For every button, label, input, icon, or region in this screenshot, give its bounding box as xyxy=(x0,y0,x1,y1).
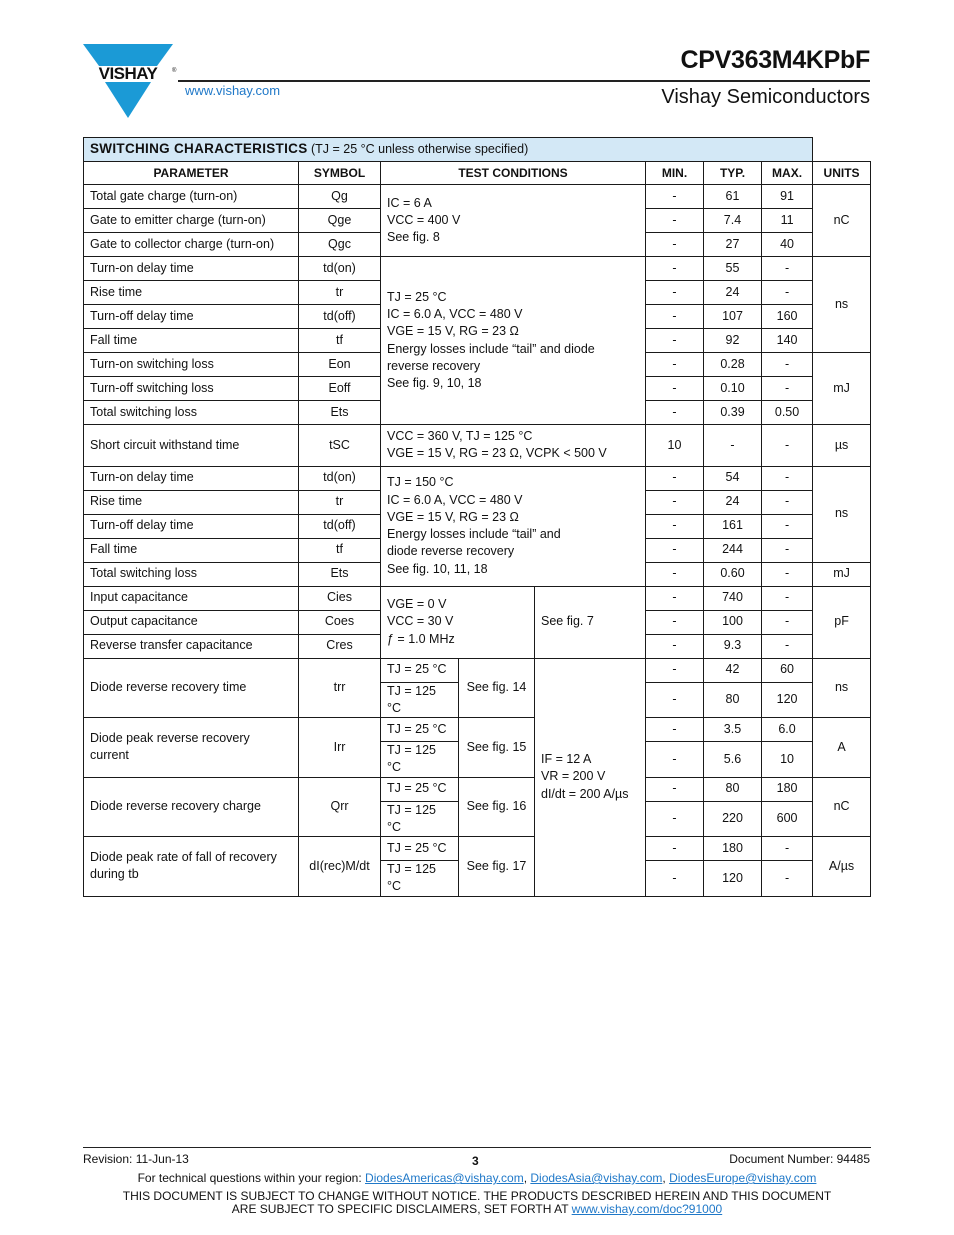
max-cell: 600 xyxy=(762,801,813,837)
typ-cell: 740 xyxy=(704,586,762,610)
table-row xyxy=(84,257,871,281)
units-cell: ns xyxy=(813,257,871,353)
junction-temp-cell: TJ = 25 °C xyxy=(381,777,459,801)
min-cell: - xyxy=(646,742,704,778)
document-number: Document Number: 94485 xyxy=(729,1152,870,1166)
max-cell: - xyxy=(762,281,813,305)
min-cell: - xyxy=(646,634,704,658)
column-header: MIN. xyxy=(646,162,704,185)
units-cell: pF xyxy=(813,586,871,658)
contact-line: For technical questions within your region: DiodesAmericas@vishay.com, DiodesAsia@vishay.com, DiodesEurope@vishay.com xyxy=(137,1171,817,1185)
typ-cell: 0.60 xyxy=(704,562,762,586)
min-cell: - xyxy=(646,257,704,281)
min-cell: - xyxy=(646,490,704,514)
typ-cell: 54 xyxy=(704,466,762,490)
svg-text:®: ® xyxy=(172,68,177,74)
parameter-cell: Turn-off switching loss xyxy=(84,377,299,401)
condition-line: VGE = 0 V xyxy=(387,597,447,612)
column-header: UNITS xyxy=(813,162,871,185)
contact-prefix: For technical questions within your region: xyxy=(137,1171,366,1185)
parameter-cell: Total switching loss xyxy=(84,562,299,586)
parameter-cell: Short circuit withstand time xyxy=(84,425,299,467)
condition-line: VR = 200 V xyxy=(541,769,606,784)
column-header: SYMBOL xyxy=(299,162,381,185)
symbol-cell: tr xyxy=(299,490,381,514)
parameter-cell: Turn-off delay time xyxy=(84,305,299,329)
junction-temp-cell: TJ = 125 °C xyxy=(381,682,459,718)
typ-cell: 0.28 xyxy=(704,353,762,377)
symbol-cell: Eon xyxy=(299,353,381,377)
typ-cell: - xyxy=(704,425,762,467)
typ-cell: 24 xyxy=(704,490,762,514)
symbol-cell: tSC xyxy=(299,425,381,467)
parameter-cell: Turn-off delay time xyxy=(84,514,299,538)
revision-date: Revision: 11-Jun-13 xyxy=(83,1152,189,1166)
symbol-cell: dI(rec)M/dt xyxy=(299,837,381,897)
condition-line: VGE = 15 V, RG = 23 Ω xyxy=(387,509,519,524)
typ-cell: 0.39 xyxy=(704,401,762,425)
max-cell: 0.50 xyxy=(762,401,813,425)
see-figure-cell: See fig. 17 xyxy=(459,837,535,897)
test-conditions-cell xyxy=(381,425,646,467)
logo-wordmark: VISHAY xyxy=(98,64,158,83)
symbol-cell: tf xyxy=(299,538,381,562)
min-cell: - xyxy=(646,837,704,861)
symbol-cell: td(off) xyxy=(299,514,381,538)
condition-line: IC = 6.0 A, VCC = 480 V xyxy=(387,492,523,507)
typ-cell: 120 xyxy=(704,861,762,897)
typ-cell: 61 xyxy=(704,185,762,209)
min-cell: - xyxy=(646,377,704,401)
max-cell: - xyxy=(762,425,813,467)
min-cell: - xyxy=(646,466,704,490)
max-cell: - xyxy=(762,377,813,401)
typ-cell: 27 xyxy=(704,233,762,257)
symbol-cell: td(off) xyxy=(299,305,381,329)
typ-cell: 5.6 xyxy=(704,742,762,778)
min-cell: - xyxy=(646,353,704,377)
condition-line: See fig. 8 xyxy=(387,230,440,245)
min-cell: - xyxy=(646,801,704,837)
table-row xyxy=(84,837,871,861)
condition-line: Energy losses include “tail” and xyxy=(387,527,561,541)
symbol-cell: tf xyxy=(299,329,381,353)
units-cell: mJ xyxy=(813,353,871,425)
table-row xyxy=(84,586,871,610)
max-cell: - xyxy=(762,514,813,538)
min-cell: - xyxy=(646,777,704,801)
symbol-cell: Ets xyxy=(299,401,381,425)
symbol-cell: Coes xyxy=(299,610,381,634)
max-cell: - xyxy=(762,538,813,562)
symbol-cell: Irr xyxy=(299,718,381,778)
units-cell: nC xyxy=(813,777,871,837)
max-cell: 160 xyxy=(762,305,813,329)
diode-conditions-cell xyxy=(535,658,646,896)
switching-characteristics-table xyxy=(83,137,871,897)
parameter-cell: Diode reverse recovery time xyxy=(84,658,299,718)
table-row xyxy=(84,718,871,742)
min-cell: - xyxy=(646,610,704,634)
company-name: Vishay Semiconductors xyxy=(661,86,870,108)
max-cell: - xyxy=(762,586,813,610)
email-europe-link[interactable]: DiodesEurope@vishay.com xyxy=(669,1171,817,1185)
column-header: TYP. xyxy=(704,162,762,185)
disclaimer-line-2 xyxy=(0,1202,954,1216)
typ-cell: 220 xyxy=(704,801,762,837)
typ-cell: 161 xyxy=(704,514,762,538)
parameter-cell: Gate to collector charge (turn-on) xyxy=(84,233,299,257)
min-cell: - xyxy=(646,718,704,742)
min-cell: - xyxy=(646,562,704,586)
disclaimer-prefix: ARE SUBJECT TO SPECIFIC DISCLAIMERS, SET FORTH AT xyxy=(231,1202,572,1216)
email-asia-link[interactable]: DiodesAsia@vishay.com xyxy=(530,1171,663,1185)
table-row xyxy=(84,466,871,490)
min-cell: - xyxy=(646,209,704,233)
min-cell: - xyxy=(646,538,704,562)
condition-line: diode reverse recovery xyxy=(387,544,515,559)
max-cell: - xyxy=(762,490,813,514)
typ-cell: 244 xyxy=(704,538,762,562)
typ-cell: 100 xyxy=(704,610,762,634)
parameter-cell: Turn-on delay time xyxy=(84,466,299,490)
units-cell: A/µs xyxy=(813,837,871,897)
max-cell: 180 xyxy=(762,777,813,801)
max-cell: 10 xyxy=(762,742,813,778)
condition-line: dI/dt = 200 A/µs xyxy=(541,786,629,801)
units-cell: A xyxy=(813,718,871,778)
parameter-cell: Total gate charge (turn-on) xyxy=(84,185,299,209)
units-cell: ns xyxy=(813,658,871,718)
condition-line: TJ = 25 °C xyxy=(387,289,447,304)
min-cell: - xyxy=(646,233,704,257)
min-cell: - xyxy=(646,401,704,425)
junction-temp-cell: TJ = 125 °C xyxy=(381,801,459,837)
max-cell: 40 xyxy=(762,233,813,257)
parameter-cell: Fall time xyxy=(84,538,299,562)
parameter-cell: Reverse transfer capacitance xyxy=(84,634,299,658)
max-cell: - xyxy=(762,837,813,861)
min-cell: - xyxy=(646,586,704,610)
test-conditions-cell xyxy=(381,185,646,257)
condition-line: IF = 12 A xyxy=(541,752,592,767)
symbol-cell: Qge xyxy=(299,209,381,233)
see-figure-cell: See fig. 14 xyxy=(459,658,535,718)
symbol-cell: Eoff xyxy=(299,377,381,401)
table-row xyxy=(84,185,871,209)
max-cell: - xyxy=(762,257,813,281)
units-cell: mJ xyxy=(813,562,871,586)
max-cell: - xyxy=(762,634,813,658)
max-cell: 91 xyxy=(762,185,813,209)
email-americas-link[interactable]: DiodesAmericas@vishay.com xyxy=(365,1171,524,1185)
parameter-cell: Fall time xyxy=(84,329,299,353)
symbol-cell: td(on) xyxy=(299,466,381,490)
min-cell: - xyxy=(646,658,704,682)
min-cell: - xyxy=(646,281,704,305)
parameter-cell: Diode peak rate of fall of recovery during tb xyxy=(84,837,299,897)
table-header-row xyxy=(84,162,871,185)
disclaimer-link[interactable]: www.vishay.com/doc?91000 xyxy=(571,1202,723,1216)
condition-line: VCC = 360 V, TJ = 125 °C xyxy=(387,429,533,443)
page-number: 3 xyxy=(472,1154,479,1168)
column-header: PARAMETER xyxy=(84,162,299,185)
parameter-cell: Rise time xyxy=(84,490,299,514)
vishay-logo xyxy=(83,42,175,120)
table-title-condition: (TJ = 25 °C unless otherwise specified) xyxy=(310,142,529,157)
typ-cell: 80 xyxy=(704,682,762,718)
max-cell: - xyxy=(762,610,813,634)
min-cell: - xyxy=(646,861,704,897)
min-cell: - xyxy=(646,514,704,538)
typ-cell: 80 xyxy=(704,777,762,801)
see-figure-cell: See fig. 7 xyxy=(535,586,646,658)
table-title xyxy=(84,138,813,162)
max-cell: - xyxy=(762,562,813,586)
table-row xyxy=(84,658,871,682)
condition-line: IC = 6 A xyxy=(387,195,432,210)
parameter-cell: Turn-on switching loss xyxy=(84,353,299,377)
junction-temp-cell: TJ = 25 °C xyxy=(381,837,459,861)
test-conditions-cell xyxy=(381,257,646,425)
part-number: CPV363M4KPbF xyxy=(680,46,870,74)
symbol-cell: Cres xyxy=(299,634,381,658)
parameter-cell: Diode reverse recovery charge xyxy=(84,777,299,837)
parameter-cell: Gate to emitter charge (turn-on) xyxy=(84,209,299,233)
column-header: MAX. xyxy=(762,162,813,185)
typ-cell: 24 xyxy=(704,281,762,305)
disclaimer-line-1: THIS DOCUMENT IS SUBJECT TO CHANGE WITHOUT NOTICE. THE PRODUCTS DESCRIBED HEREIN AND THIS DOCUMENT xyxy=(122,1189,832,1203)
symbol-cell: tr xyxy=(299,281,381,305)
symbol-cell: Qg xyxy=(299,185,381,209)
table-row xyxy=(84,777,871,801)
parameter-cell: Input capacitance xyxy=(84,586,299,610)
typ-cell: 180 xyxy=(704,837,762,861)
symbol-cell: td(on) xyxy=(299,257,381,281)
symbol-cell: Cies xyxy=(299,586,381,610)
typ-cell: 107 xyxy=(704,305,762,329)
condition-line: IC = 6.0 A, VCC = 480 V xyxy=(387,307,523,321)
condition-line: See fig. 10, 11, 18 xyxy=(387,561,488,576)
junction-temp-cell: TJ = 125 °C xyxy=(381,742,459,778)
min-cell: - xyxy=(646,329,704,353)
condition-line: Energy losses include “tail” and diode xyxy=(387,341,595,356)
typ-cell: 3.5 xyxy=(704,718,762,742)
typ-cell: 55 xyxy=(704,257,762,281)
parameter-cell: Output capacitance xyxy=(84,610,299,634)
units-cell: nC xyxy=(813,185,871,257)
condition-line: TJ = 150 °C xyxy=(387,475,454,490)
parameter-cell: Rise time xyxy=(84,281,299,305)
min-cell: - xyxy=(646,185,704,209)
footer-rule xyxy=(83,1147,871,1148)
max-cell: 11 xyxy=(762,209,813,233)
max-cell: 140 xyxy=(762,329,813,353)
symbol-cell: trr xyxy=(299,658,381,718)
junction-temp-cell: TJ = 25 °C xyxy=(381,658,459,682)
test-conditions-cell xyxy=(381,586,535,658)
parameter-cell: Turn-on delay time xyxy=(84,257,299,281)
max-cell: - xyxy=(762,861,813,897)
typ-cell: 7.4 xyxy=(704,209,762,233)
max-cell: 120 xyxy=(762,682,813,718)
max-cell: 60 xyxy=(762,658,813,682)
min-cell: 10 xyxy=(646,425,704,467)
typ-cell: 42 xyxy=(704,658,762,682)
typ-cell: 9.3 xyxy=(704,634,762,658)
max-cell: 6.0 xyxy=(762,718,813,742)
see-figure-cell: See fig. 15 xyxy=(459,718,535,778)
symbol-cell: Qgc xyxy=(299,233,381,257)
see-figure-cell: See fig. 16 xyxy=(459,777,535,837)
symbol-cell: Ets xyxy=(299,562,381,586)
min-cell: - xyxy=(646,305,704,329)
condition-line: reverse recovery xyxy=(387,358,481,373)
typ-cell: 92 xyxy=(704,329,762,353)
test-conditions-cell xyxy=(381,466,646,586)
condition-line: VCC = 400 V xyxy=(387,212,461,227)
max-cell: - xyxy=(762,466,813,490)
typ-cell: 0.10 xyxy=(704,377,762,401)
units-cell: µs xyxy=(813,425,871,467)
max-cell: - xyxy=(762,353,813,377)
min-cell: - xyxy=(646,682,704,718)
header-rule xyxy=(178,80,870,82)
junction-temp-cell: TJ = 125 °C xyxy=(381,861,459,897)
condition-line: ƒ = 1.0 MHz xyxy=(387,631,455,646)
parameter-cell: Total switching loss xyxy=(84,401,299,425)
table-title-bold: SWITCHING CHARACTERISTICS xyxy=(90,141,308,157)
units-cell: ns xyxy=(813,466,871,562)
table-row xyxy=(84,425,871,467)
website-link[interactable]: www.vishay.com xyxy=(185,83,281,98)
column-header: TEST CONDITIONS xyxy=(381,162,646,185)
junction-temp-cell: TJ = 25 °C xyxy=(381,718,459,742)
condition-line: VGE = 15 V, RG = 23 Ω, VCPK < 500 V xyxy=(387,446,607,461)
condition-line: VGE = 15 V, RG = 23 Ω xyxy=(387,324,519,339)
parameter-cell: Diode peak reverse recovery current xyxy=(84,718,299,778)
symbol-cell: Qrr xyxy=(299,777,381,837)
condition-line: See fig. 9, 10, 18 xyxy=(387,376,482,390)
table-title-row xyxy=(84,138,871,162)
condition-line: VCC = 30 V xyxy=(387,614,454,629)
